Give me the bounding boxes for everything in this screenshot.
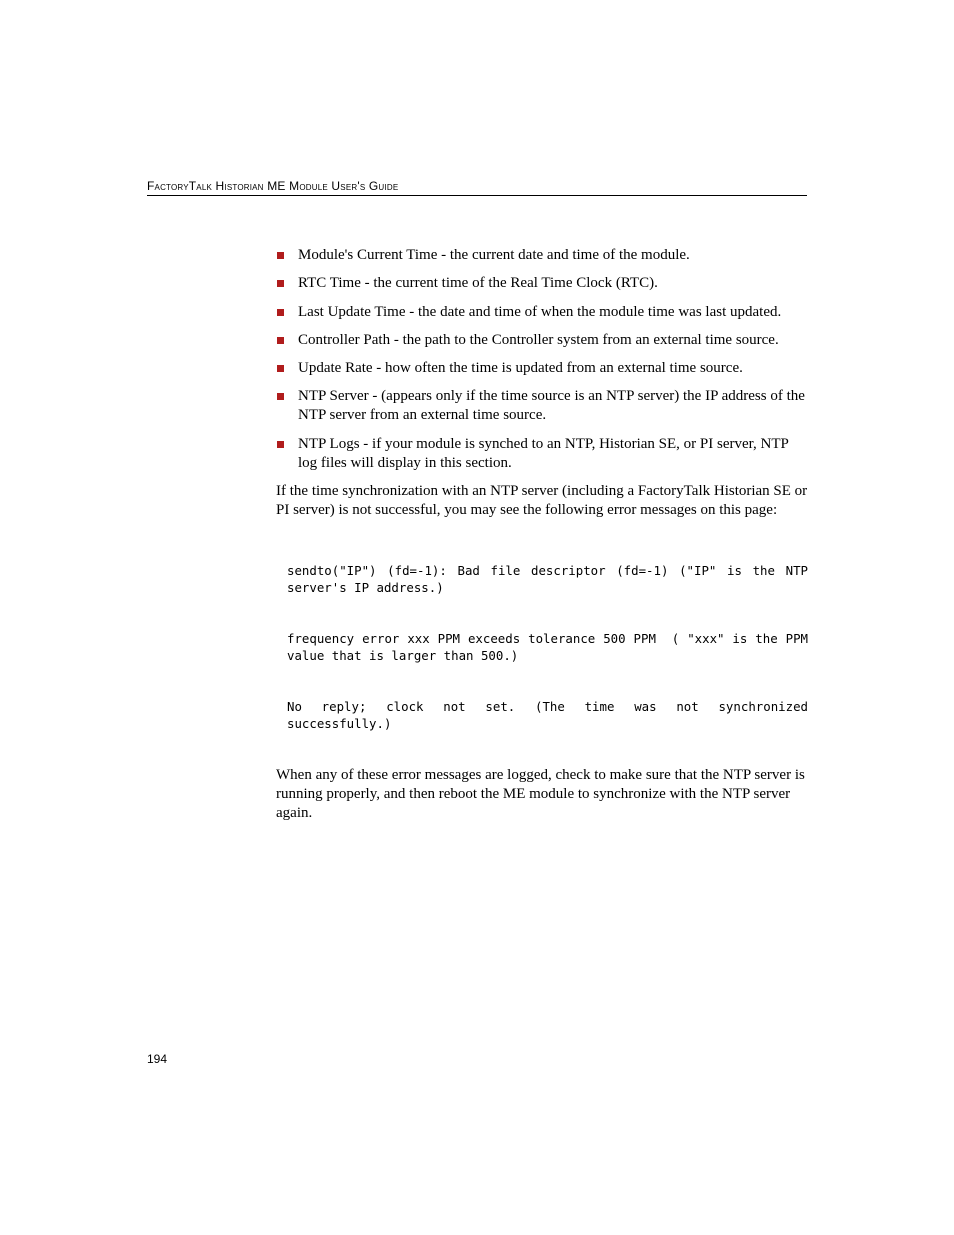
- error-messages-code-block: [287, 528, 816, 766]
- square-bullet-icon: [277, 441, 284, 448]
- code-line: sendto("IP") (fd=-1): Bad file descriptor (fd=-1) ("IP" is the NTP server's IP address.): [287, 563, 816, 596]
- list-item: Module's Current Time - the current date and time of the module.: [276, 246, 808, 265]
- running-header: [147, 178, 807, 196]
- square-bullet-icon: [277, 309, 284, 316]
- square-bullet-icon: [277, 280, 284, 287]
- square-bullet-icon: [277, 252, 284, 259]
- resolution-paragraph: When any of these error messages are logged, check to make sure that the NTP server is running properly, and then reboot the ME module to synchronize with the NTP server again.: [276, 767, 805, 822]
- list-item: Last Update Time - the date and time of when the module time was last updated.: [276, 303, 808, 322]
- list-item: NTP Server - (appears only if the time source is an NTP server) the IP address of the NTP server from an external time source.: [276, 387, 808, 425]
- main-content: [276, 246, 816, 823]
- status-field-list: [276, 246, 808, 473]
- code-line: No reply; clock not set. (The time was not synchronized successfully.): [287, 699, 816, 732]
- list-item: Controller Path - the path to the Controller system from an external time source.: [276, 331, 808, 350]
- square-bullet-icon: [277, 365, 284, 372]
- intro-paragraph: If the time synchronization with an NTP server (including a FactoryTalk Historian SE or PI server) is not successful, you may see the following error messages on this page:: [276, 483, 808, 519]
- list-item: Update Rate - how often the time is updated from an external time source.: [276, 359, 808, 378]
- square-bullet-icon: [277, 337, 284, 344]
- square-bullet-icon: [277, 393, 284, 400]
- list-item: RTC Time - the current time of the Real Time Clock (RTC).: [276, 274, 808, 293]
- header-title: FactoryTalk Historian ME Module User's Guide: [147, 179, 399, 193]
- list-item: NTP Logs - if your module is synched to an NTP, Historian SE, or PI server, NTP log files will display in this section.: [276, 435, 808, 473]
- code-line: frequency error xxx PPM exceeds tolerance 500 PPM ( "xxx" is the PPM value that is larger than 500.): [287, 631, 816, 664]
- page-number: 194: [147, 1052, 168, 1066]
